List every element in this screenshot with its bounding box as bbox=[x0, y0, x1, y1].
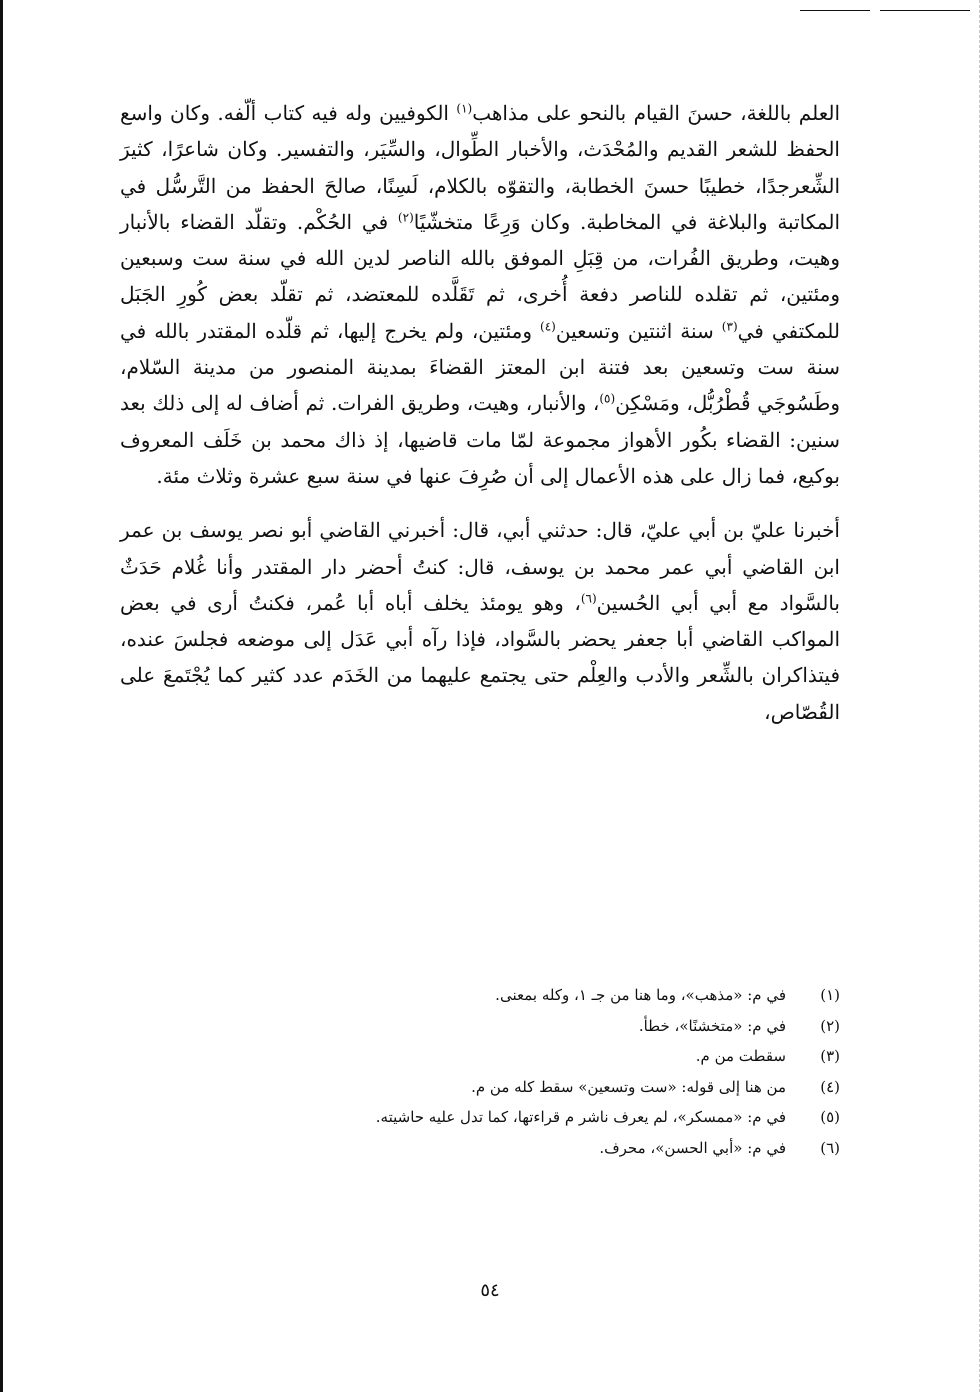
footnote-number: (٥) bbox=[820, 1108, 840, 1126]
footnote bbox=[200, 1011, 840, 1042]
footnote bbox=[200, 1133, 840, 1164]
main-paragraph-2: أخبرنا عليّ بن أبي عليّ، قال: حدثني أبي، قال: أخبرني القاضي أبو نصر يوسف بن عمر ابن القاضي أبي عمر محمد بن يوسف، قال: كنتُ أحضر دار المقتدر وأنا غُلام حَدَثٌ بالسَّواد مع أبي أبي الحُسين$^{(٦)}$، وهو يومئذ يخلف أباه أبا عُمر، فكنتُ أرى في بعض المواكب القاضي أبا جعفر يحضر بالسَّواد، فإذا رآه أبي عَدَل إلى موضعه فجلسَ عنده، فيتذاكران بالشِّعر والأدب والعِلْم حتى يجتمع عليهما من الخَدَم عدد كثير كما يُجْتَمعَ على القُصّاص، bbox=[120, 518, 840, 724]
footnote-ref: (٥) bbox=[599, 391, 616, 406]
footnote bbox=[200, 1072, 840, 1103]
footnote-number: (٦) bbox=[820, 1138, 840, 1157]
footnote-text: في م: «مذهب»، وما هنا من جـ ١، وكله بمعنى. bbox=[495, 986, 786, 1004]
page-number: ٥٤ bbox=[480, 1280, 500, 1301]
footnote-number: (٢) bbox=[820, 1016, 840, 1035]
footnote-number: (٤) bbox=[820, 1077, 840, 1096]
page-body bbox=[120, 95, 840, 730]
footnote-text: في م: «متخشنًا»، خطأ. bbox=[638, 1016, 786, 1035]
footnote-ref: (٦) bbox=[580, 591, 597, 606]
footnote bbox=[200, 1041, 840, 1072]
page-left-edge bbox=[0, 0, 3, 1392]
page-right-margin bbox=[961, 0, 980, 1392]
main-paragraph-1: العلم باللغة، حسنَ القيام بالنحو على مذاهب$^{(١)}$ الكوفيين وله فيه كتاب ألّفه. وكان واسع الحفظ للشعر القديم والمُحْدَث، والأخبار الطِّوال، والسِّيَر، والتفسير. وكان شاعرًا، كثيرَ الشِّعرجدًا، خطيبًا حسنَ الخطابة، والتقوّه بالكلام، لَسِنًا، صالحَ الحفظ من التَّرسُّل في المكاتبة والبلاغة في المخاطبة. وكان وَرِعًا متخشّيًا$^{(٢)}$ في الحُكْم. وتقلّد القضاء بالأنبار وهيت، وطريق الفُرات، من قِبَلِ الموفق بالله الناصر لدين الله في سنة ست وسبعين ومئتين، ثم تقلده للناصر دفعة أُخرى، ثم تَقَلَّده للمعتضد، ثم تقلّد بعض كُورِ الجَبَل للمكتفي في$^{(٣)}$ سنة اثنتين وتسعين$^{(٤)}$ ومئتين، ولم يخرج إليها، ثم قلّده المقتدر بالله في سنة ست وتسعين بعد فتنة ابن المعتز القضاءَ بمدينة المنصور من مدينة السّلام، وطَسُوجَي قُطْرُبُّل، ومَسْكِن$^{(٥)}$، والأنبار، وهيت، وطريق الفرات. ثم أضاف له إلى ذلك بعد سنين: القضاء بكُور الأهواز مجموعة لمّا مات قاضيها، إذ ذاك محمد بن خَلَف المعروف بوكيع، فما زال على هذه الأعمال إلى أن صُرِفَ عنها في سنة سبع عشرة وثلاث مئة. bbox=[120, 101, 841, 488]
footnote-text: سقطت من م. bbox=[695, 1047, 786, 1065]
footnote-text: من هنا إلى قوله: «ست وتسعين» سقط كله من م. bbox=[471, 1077, 786, 1096]
footnote-ref: (٢) bbox=[397, 210, 414, 225]
footnote bbox=[200, 980, 840, 1011]
footnote-ref: (٣) bbox=[721, 319, 738, 334]
footnote-ref: (١) bbox=[456, 101, 473, 116]
top-rule-secondary bbox=[800, 10, 870, 11]
footnote bbox=[200, 1102, 840, 1133]
footnote-text: في م: «أبي الحسن»، محرف. bbox=[599, 1138, 786, 1157]
footnote-number: (٣) bbox=[820, 1047, 840, 1065]
footnote-text: في م: «ممسكر»، لم يعرف ناشر م قراءتها، كما تدل عليه حاشيته. bbox=[375, 1108, 786, 1126]
footnote-number: (١) bbox=[820, 986, 840, 1004]
top-rule bbox=[880, 10, 970, 11]
footnotes bbox=[200, 980, 840, 1163]
footnote-ref: (٤) bbox=[540, 319, 556, 334]
